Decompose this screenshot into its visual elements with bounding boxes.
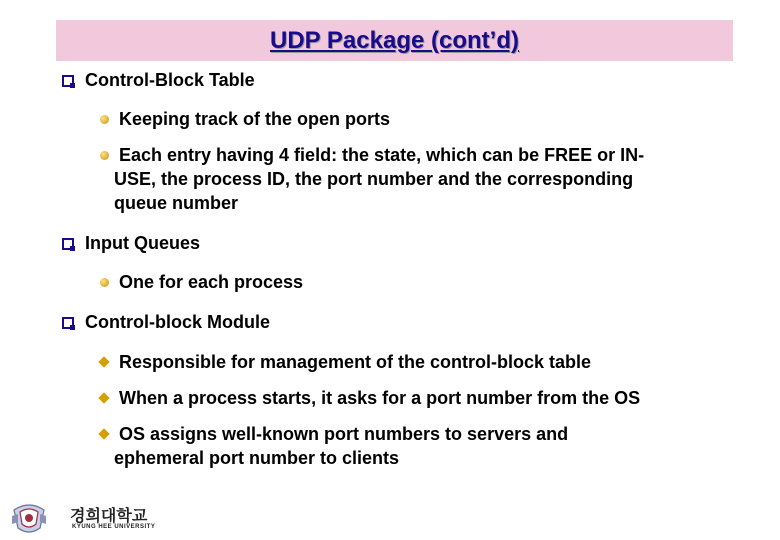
diamond-bullet-icon [98, 356, 109, 367]
checkbox-bullet-icon [62, 238, 74, 250]
section-heading: Input Queues [85, 233, 201, 253]
round-bullet-icon [100, 278, 109, 287]
list-item-text: ephemeral port number to clients [114, 448, 400, 468]
diamond-bullet-icon [98, 392, 109, 403]
list-item-text: Responsible for management of the control-block table [119, 352, 592, 372]
list-item-text: Each entry having 4 field: the state, which can be FREE or IN- [119, 145, 645, 165]
logo-korean-text: 경희대학교 [70, 508, 148, 525]
list-item-text: When a process starts, it asks for a port number from the OS [119, 388, 641, 408]
university-seal-icon [12, 502, 46, 534]
list-item-text: queue number [114, 193, 239, 213]
list-item-text: USE, the process ID, the port number and the corresponding [114, 169, 634, 189]
list-item-text: Keeping track of the open ports [119, 109, 391, 129]
section-control-block-table [62, 69, 255, 91]
round-bullet-icon [100, 115, 109, 124]
checkbox-bullet-icon [62, 75, 74, 87]
list-item [100, 386, 720, 410]
list-item [100, 270, 720, 294]
list-item [100, 350, 720, 374]
section-input-queues [62, 232, 200, 254]
list-item-text: One for each process [119, 272, 304, 292]
logo-english-text: KYUNG HEE UNIVERSITY [72, 524, 156, 530]
section-control-block-module [62, 311, 270, 333]
list-item [100, 107, 720, 131]
section-heading: Control-Block Table [85, 70, 255, 90]
section-heading: Control-block Module [85, 312, 270, 332]
round-bullet-icon [100, 151, 109, 160]
list-item [100, 143, 720, 215]
diamond-bullet-icon [98, 428, 109, 439]
list-item [100, 422, 720, 470]
checkbox-bullet-icon [62, 317, 74, 329]
list-item-text: OS assigns well-known port numbers to servers and [119, 424, 569, 444]
slide-title: UDP Package (cont’d) [270, 27, 519, 54]
title-bar [56, 20, 733, 61]
